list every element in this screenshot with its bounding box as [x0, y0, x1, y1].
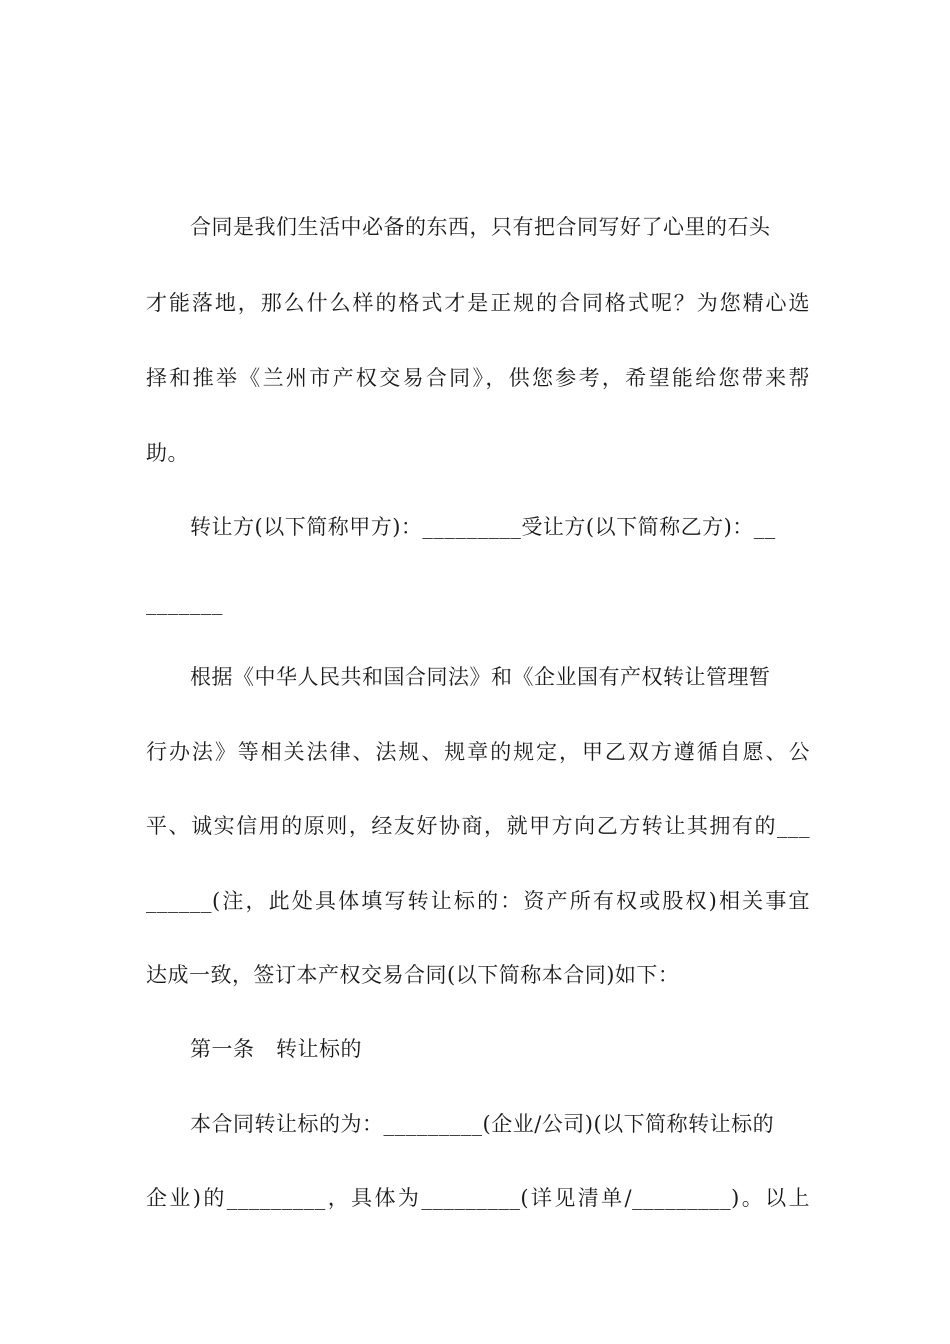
parties-line-2: _______ — [146, 591, 223, 615]
article-1-line-2: 企业)的_________，具体为_________(详见清单/_________)。以上 — [146, 1186, 810, 1210]
paragraph-intro-line-2: 才能落地，那么什么样的格式才是正规的合同格式呢？为您精心选 — [146, 291, 810, 315]
paragraph-intro-line-1: 合同是我们生活中必备的东西，只有把合同写好了心里的石头 — [190, 215, 771, 239]
article-1-line-1: 本合同转让标的为：_________(企业/公司)(以下简称转让标的 — [190, 1112, 775, 1136]
parties-line-1: 转让方(以下简称甲方)：_________受让方(以下简称乙方)：__ — [190, 515, 776, 539]
basis-line-4: ______(注，此处具体填写转让标的：资产所有权或股权)相关事宜 — [146, 889, 810, 913]
basis-line-5: 达成一致，签订本产权交易合同(以下简称本合同)如下： — [146, 963, 680, 987]
paragraph-intro-line-3: 择和推举《兰州市产权交易合同》，供您参考，希望能给您带来帮 — [146, 366, 810, 390]
basis-line-3: 平、诚实信用的原则，经友好协商，就甲方向乙方转让其拥有的___ — [146, 814, 810, 838]
paragraph-intro-line-4: 助。 — [146, 441, 189, 465]
basis-line-1: 根据《中华人民共和国合同法》和《企业国有产权转让管理暂 — [190, 665, 771, 689]
article-1-heading: 第一条 转让标的 — [190, 1037, 362, 1061]
basis-line-2: 行办法》等相关法律、法规、规章的规定，甲乙双方遵循自愿、公 — [146, 740, 810, 764]
